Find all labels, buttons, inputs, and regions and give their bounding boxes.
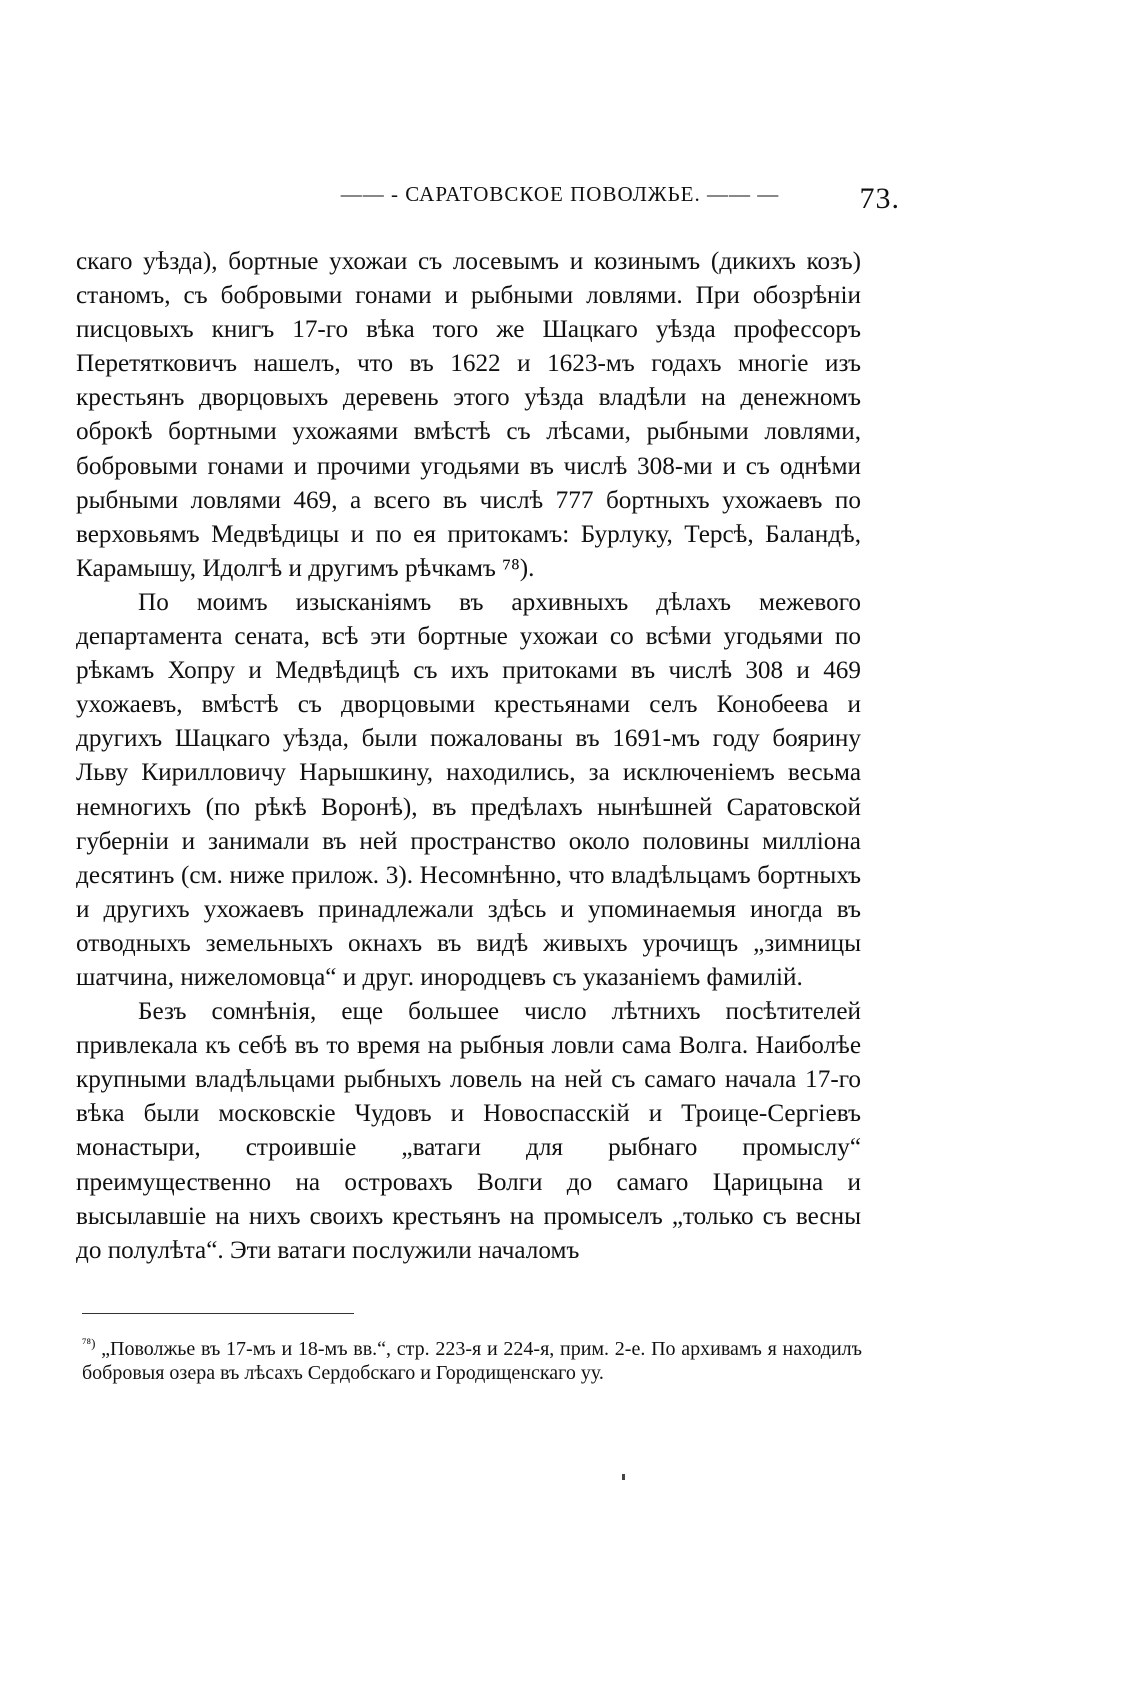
paragraph-3: Безъ сомнѣнія, еще большее число лѣтнихъ посѣтителей привлекала къ себѣ въ то время на рыбныя ловли сама Волга. Наиболѣе крупными владѣльцами рыбныхъ ловель на ней съ самаго начала 17-го вѣка были московскіе Чудовъ и Новоспасскій и Троице-Сергіевъ монастыри, строившіе „ватаги для рыбнаго промыслу“ преимущественно на островахъ Волги до самаго Царицына и высылавшіе на нихъ своихъ крестьянъ на промыселъ „только съ весны до полулѣта“. Эти ватаги послужили началомъ [76,998,861,1264]
footnote-divider [82,1313,354,1314]
footnote-mark: ⁷⁸) [82,1335,96,1351]
footnote [82,1337,862,1385]
running-head [260,182,900,222]
footnote-text: „Поволжье въ 17-мъ и 18-мъ вв.“, стр. 223-я и 224-я, прим. 2-е. По архивамъ я находилъ бобровыя озера въ лѣсахъ Сердобскаго и Городищенскаго уу. [82,1338,862,1384]
page-number: 73. [859,182,900,215]
paragraph-1: скаго уѣзда), бортные ухожаи съ лосевымъ и козинымъ (дикихъ козъ) станомъ, съ бобровыми гонами и рыбными ловлями. При обозрѣніи писцовыхъ книгъ 17-го вѣка того же Шацкаго уѣзда профессоръ Перетятковичъ нашелъ, что въ 1622 и 1623-мъ годахъ многіе изъ крестьянъ дворцовыхъ деревень этого уѣзда владѣли на денежномъ оброкѣ бортными ухожаями вмѣстѣ съ лѣсами, рыбными ловлями, бобровыми гонами и прочими угодьями въ числѣ 308-ми и съ однѣми рыбными ловлями 469, а всего въ числѣ 777 бортныхъ ухожаевъ по верховьямъ Медвѣдицы и по ея притокамъ: Бурлуку, Терсѣ, Баландѣ, Карамышу, Идолгѣ и другимъ рѣчкамъ ⁷⁸). [76,248,861,582]
paragraph-2: По моимъ изысканіямъ въ архивныхъ дѣлахъ межевого департамента сената, всѣ эти бортные ухожаи со всѣми угодьями по рѣкамъ Хопру и Медвѣдицѣ съ ихъ притоками въ числѣ 308 и 469 ухожаевъ, вмѣстѣ съ дворцовыми крестьянами селъ Конобеева и другихъ Шацкаго уѣзда, были пожалованы въ 1691-мъ году боярину Льву Кирилловичу Нарышкину, находились, за исключеніемъ весьма немногихъ (по рѣкѣ Воронѣ), въ предѣлахъ нынѣшней Саратовской губерніи и занимали въ ней пространство около половины милліона десятинъ (см. ниже прилож. 3). Несомнѣнно, что владѣльцамъ бортныхъ и другихъ ухожаевъ принадлежали здѣсь и упоминаемыя иногда въ отводныхъ земельныхъ окнахъ въ видѣ живыхъ урочищъ „зимницы шатчина, нижеломовца“ и друг. инородцевъ съ указаніемъ фамилій. [76,588,861,991]
body-text [76,245,861,1268]
running-title: —— - САРАТОВСКОЕ ПОВОЛЖЬЕ. —— — [340,182,780,206]
stray-ink-mark [622,1474,625,1480]
